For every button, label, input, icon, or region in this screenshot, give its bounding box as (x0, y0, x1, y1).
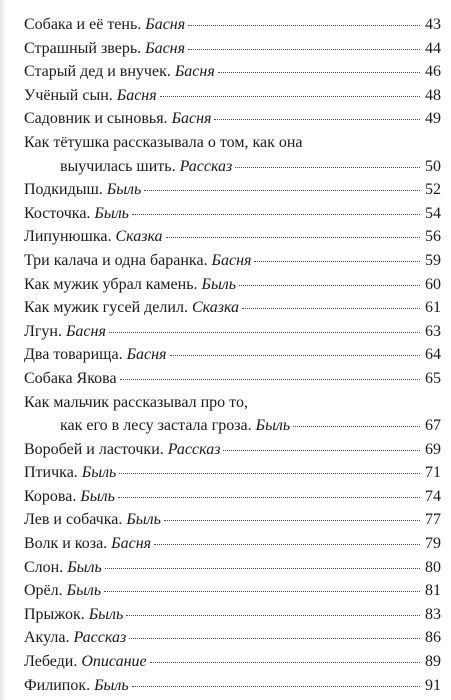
entry-title: Собака и её тень. (24, 16, 142, 33)
entry-genre: Быль (94, 204, 129, 222)
entry-genre: Быль (81, 464, 117, 482)
toc-entry (24, 438, 441, 462)
toc-entry (24, 107, 441, 131)
entry-genre: Быль (126, 511, 161, 529)
entry-genre: Басня (145, 16, 186, 33)
toc-entry (24, 579, 441, 603)
dot-leader (160, 96, 420, 97)
entry-genre: Басня (174, 63, 215, 81)
entry-page-number: 50 (425, 157, 441, 175)
dot-leader (223, 450, 420, 451)
entry-genre: Быль (80, 487, 115, 505)
entry-genre: Басня (111, 535, 152, 553)
entry-title: Филипок. (24, 676, 91, 694)
entry-title: Орёл. (24, 582, 63, 600)
toc-entry (24, 485, 441, 509)
entry-page-number: 63 (425, 322, 441, 340)
toc-entry (24, 461, 441, 485)
entry-page-number: 52 (425, 181, 441, 199)
dot-leader (218, 72, 420, 73)
entry-title: Волк и коза. (24, 535, 108, 553)
dot-leader (104, 591, 420, 592)
entry-page-number: 64 (425, 346, 441, 364)
dot-leader (132, 214, 420, 215)
entry-page-number: 60 (425, 275, 441, 293)
entry-title: Учёный сын. (24, 86, 113, 104)
toc-entry (24, 225, 441, 249)
entry-title: Как мужик гусей делил. (24, 299, 188, 317)
toc-entry-text (24, 461, 116, 484)
toc-entry (24, 508, 441, 532)
entry-page-number: 65 (425, 369, 441, 387)
entry-page-number: 43 (425, 16, 441, 33)
toc-entry-text (24, 556, 102, 579)
entry-title: Воробей и ласточки. (24, 440, 164, 458)
toc-entry-text (24, 155, 232, 178)
dot-leader (119, 473, 420, 474)
entry-page-number: 44 (425, 39, 441, 57)
toc-entry-text (24, 603, 123, 626)
toc-entry-text (24, 60, 215, 83)
entry-genre: Быль (255, 417, 291, 435)
toc-entry-text (24, 37, 185, 60)
entry-page-number: 56 (425, 228, 441, 246)
entry-title: Лгун. (24, 322, 62, 340)
page-binding-edge (0, 0, 6, 700)
toc-entry-text (24, 84, 157, 107)
entry-page-number: 83 (425, 605, 441, 623)
entry-genre: Сказка (115, 228, 163, 246)
toc-entry-text (24, 273, 236, 296)
toc-entry-first-line (24, 391, 441, 415)
dot-leader (150, 662, 420, 663)
dot-leader (188, 25, 420, 26)
dot-leader (242, 308, 420, 309)
entry-title: как его в лесу застала гроза. (60, 417, 252, 435)
toc-entry (24, 13, 441, 37)
toc-entry-text (24, 107, 211, 130)
entry-title: Корова. (24, 487, 77, 505)
dot-leader (118, 497, 420, 498)
toc-entry (24, 37, 441, 61)
dot-leader (120, 379, 420, 380)
entry-genre: Сказка (191, 299, 240, 317)
entry-genre: Рассказ (73, 629, 127, 647)
toc-entry (24, 343, 441, 367)
toc-entry-text (24, 296, 239, 319)
toc-entry-text (24, 508, 161, 531)
toc-entry-text (24, 320, 106, 343)
toc-entry-text (24, 13, 185, 36)
entry-page-number: 69 (425, 440, 441, 458)
dot-leader (132, 686, 420, 687)
toc-entry-text (24, 674, 129, 697)
dot-leader (126, 615, 420, 616)
toc-entry-text (24, 225, 163, 248)
entry-genre: Басня (145, 39, 186, 57)
entry-genre: Басня (126, 346, 167, 364)
toc-entry-first-line (24, 131, 441, 155)
toc-entry-text (24, 414, 290, 437)
toc-entry-text (24, 202, 129, 225)
toc-entry (24, 650, 441, 674)
entry-genre: Быль (106, 181, 142, 199)
entry-title: Птичка. (24, 464, 78, 482)
toc-entry (24, 674, 441, 698)
dot-leader (109, 332, 420, 333)
entry-genre: Рассказ (179, 157, 233, 175)
entry-page-number: 49 (425, 110, 441, 128)
entry-page-number: 81 (425, 582, 441, 600)
toc-entry-text (24, 367, 117, 390)
toc-entry-text (24, 626, 126, 649)
toc-entry (24, 202, 441, 226)
entry-page-number: 77 (425, 511, 441, 529)
entry-page-number: 86 (425, 629, 441, 647)
entry-title: Слон. (24, 558, 64, 576)
entry-genre: Быль (67, 558, 102, 576)
toc-entry (24, 273, 441, 297)
entry-genre: Быль (88, 605, 124, 623)
entry-page-number: 61 (425, 299, 441, 317)
toc-entry (24, 367, 441, 391)
toc-entry (24, 296, 441, 320)
entry-genre: Басня (116, 86, 157, 104)
entry-page-number: 74 (425, 487, 441, 505)
entry-genre: Быль (66, 582, 102, 600)
toc-entry-text (24, 532, 151, 555)
toc-entry (24, 532, 441, 556)
dot-leader (239, 285, 420, 286)
dot-leader (254, 261, 420, 262)
entry-page-number: 89 (425, 653, 441, 671)
toc-entry (24, 626, 441, 650)
toc-entry (24, 60, 441, 84)
toc-entry-text (24, 650, 147, 673)
entry-genre: Басня (171, 110, 212, 128)
entry-title: Липунюшка. (24, 228, 112, 246)
entry-title: Лев и собачка. (24, 511, 123, 529)
entry-page-number: 46 (425, 63, 441, 81)
entry-genre: Быль (94, 676, 129, 694)
entry-title: выучилась шить. (60, 157, 176, 175)
entry-title: Прыжок. (24, 605, 85, 623)
toc-entry (24, 249, 441, 273)
entry-title: Лебеди. (24, 653, 78, 671)
toc-entry-text (24, 343, 167, 366)
toc-entry (24, 320, 441, 344)
dot-leader (164, 520, 420, 521)
toc-entry (24, 414, 441, 438)
toc-entry-text (24, 249, 251, 272)
entry-page-number: 48 (425, 86, 441, 104)
dot-leader (105, 568, 420, 569)
entry-page-number: 91 (425, 676, 441, 694)
dot-leader (293, 426, 420, 427)
entry-genre: Быль (201, 275, 237, 293)
entry-genre: Басня (65, 322, 106, 340)
entry-title: Собака Якова (24, 369, 117, 387)
dot-leader (129, 638, 420, 639)
entry-page-number: 59 (425, 251, 441, 269)
entry-genre: Басня (211, 251, 252, 269)
toc-entry (24, 155, 441, 179)
entry-genre: Рассказ (167, 440, 221, 458)
entry-page-number: 80 (425, 558, 441, 576)
entry-title: Страшный зверь. (24, 39, 142, 57)
entry-genre: Описание (81, 653, 147, 671)
entry-title: Старый дед и внучек. (24, 63, 171, 81)
entry-page-number: 67 (425, 417, 441, 435)
toc-entry (24, 178, 441, 202)
entry-title: Садовник и сыновья. (24, 110, 168, 128)
entry-title: Три калача и одна баранка. (24, 251, 208, 269)
entry-title: Косточка. (24, 204, 91, 222)
entry-title: Два товарища. (24, 346, 123, 364)
dot-leader (144, 190, 420, 191)
table-of-contents (24, 13, 441, 697)
entry-page-number: 79 (425, 535, 441, 553)
dot-leader (166, 237, 420, 238)
dot-leader (154, 544, 420, 545)
dot-leader (235, 167, 420, 168)
dot-leader (214, 119, 420, 120)
toc-entry-text (24, 438, 220, 461)
entry-title-line-1: Как тётушка рассказывала о том, как она (24, 133, 303, 151)
entry-page-number: 54 (425, 204, 441, 222)
entry-title: Как мужик убрал камень. (24, 275, 198, 293)
entry-title-line-1: Как мальчик рассказывал про то, (24, 393, 248, 411)
toc-entry (24, 84, 441, 108)
toc-entry (24, 556, 441, 580)
toc-entry-text (24, 579, 101, 602)
dot-leader (188, 49, 420, 50)
entry-title: Подкидыш. (24, 181, 103, 199)
entry-title: Акула. (24, 629, 70, 647)
entry-page-number: 71 (425, 464, 441, 482)
toc-entry-text (24, 178, 141, 201)
dot-leader (170, 355, 421, 356)
toc-entry (24, 603, 441, 627)
toc-entry-text (24, 485, 115, 508)
